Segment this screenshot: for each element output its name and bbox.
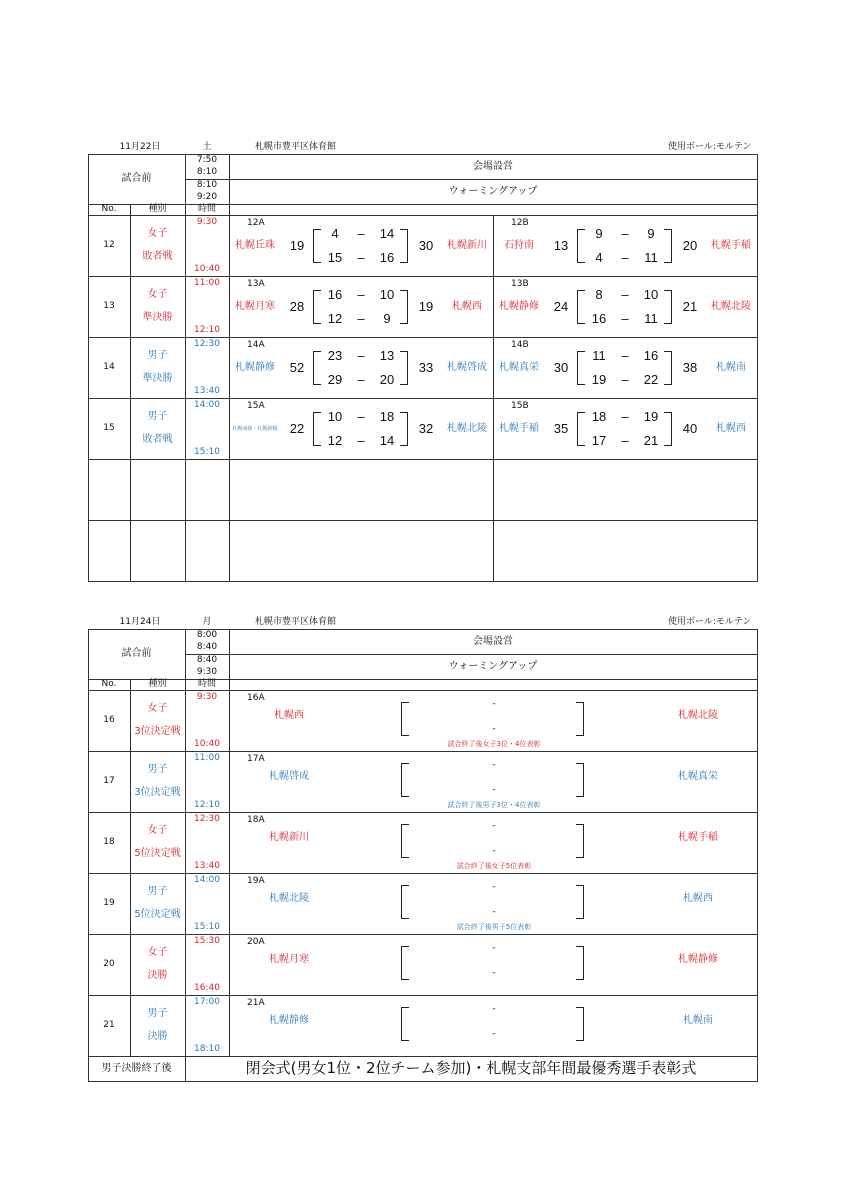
bracket-left [401,1007,409,1041]
score-dash: - [492,943,496,953]
header-kind: 種別 [148,204,167,214]
match-no: 13 [103,301,115,311]
score-b: 14 [379,226,395,241]
grid-line [88,215,758,216]
end-time: 13:40 [194,861,220,871]
bracket-right [576,702,584,736]
score-dash: - [492,1004,496,1014]
category-gender: 男子 [147,1008,168,1019]
grid-line [88,812,758,813]
category-gender: 女子 [147,947,168,958]
grid-line [88,337,758,338]
team-b: 札幌新川 [447,240,487,251]
score-a: 8 [595,287,603,302]
score-dash: – [621,348,629,363]
game-code: 15A [247,401,265,411]
pre-label: 試合前 [121,648,152,659]
score-dash: – [621,311,629,326]
score-a: 11 [592,348,606,363]
end-time: 12:10 [194,325,220,335]
bracket-left [313,351,321,385]
game-code: 12B [511,218,529,228]
pre-time-end: 8:10 [196,167,218,177]
category-round: 敗者戦 [142,251,173,262]
grid-line [88,629,89,1082]
game-code: 13A [247,279,265,289]
team-a-total: 13 [553,238,569,253]
team-a: 札幌西 [274,710,304,721]
score-b: 20 [379,372,395,387]
team-b: 札幌南 [683,1015,713,1026]
game-code: 14A [247,340,265,350]
score-b: 10 [643,287,659,302]
team-a: 石狩南 [504,240,534,251]
score-a: 16 [591,311,607,326]
bracket-right [400,351,408,385]
team-b-total: 20 [682,238,698,253]
team-b: 札幌北陵 [711,301,751,312]
start-time: 9:30 [196,217,218,227]
start-time: 11:00 [194,753,220,763]
score-dash: – [621,433,629,448]
end-time: 16:40 [194,983,220,993]
bracket-left [401,946,409,980]
score-dash: - [492,785,496,795]
bracket-left [401,885,409,919]
team-b-total: 21 [682,299,698,314]
score-b: 10 [379,287,395,302]
team-a: 札幌啓成 [269,771,309,782]
score-b: 9 [647,226,655,241]
score-dash: – [357,311,365,326]
score-dash: - [492,821,496,831]
team-b: 札幌北陵 [678,710,718,721]
score-a: 23 [327,348,343,363]
category-gender: 男子 [147,411,168,422]
category-gender: 男子 [147,350,168,361]
score-a: 19 [591,372,607,387]
team-a: 札幌北陵 [269,893,309,904]
team-a: 札幌月寒 [269,954,309,965]
pre-time-start: 8:40 [196,655,218,665]
start-time: 12:30 [194,814,220,824]
pre-time-start: 8:00 [196,630,218,640]
score-dash: - [492,907,496,917]
game-code: 12A [247,218,265,228]
team-b: 札幌手稲 [678,832,718,843]
category-round: 準決勝 [142,373,173,384]
grid-line [130,204,131,582]
header-no: No. [101,204,117,214]
category-round: 決勝 [147,1031,168,1042]
grid-line [88,459,758,460]
category-gender: 女子 [147,825,168,836]
score-a: 9 [595,226,603,241]
score-dash: – [357,250,365,265]
grid-line [88,581,758,582]
bracket-left [401,824,409,858]
end-time: 15:10 [194,447,220,457]
score-dash: – [357,409,365,424]
team-a: 札幌静修 [269,1015,309,1026]
score-dash: – [357,433,365,448]
team-b-total: 30 [418,238,434,253]
grid-line [88,154,758,155]
team-a: 札幌静修 [499,301,539,312]
venue: 札幌市豊平区体育館 [255,142,337,152]
category-round: 5位決定戦 [134,909,181,920]
score-dash: – [357,226,365,241]
score-dash: - [492,724,496,734]
score-dash: - [492,846,496,856]
header-kind: 種別 [148,679,167,689]
score-dash: – [621,409,629,424]
end-time: 12:10 [194,800,220,810]
start-time: 15:30 [194,936,220,946]
award-note: 試合終了後女子5位表彰 [456,862,532,870]
category-gender: 女子 [147,228,168,239]
pre-activity: 会場設営 [473,636,513,647]
score-b: 18 [379,409,395,424]
score-a: 4 [595,250,603,265]
start-time: 11:00 [194,278,220,288]
grid-line [88,398,758,399]
header-time: 時間 [197,204,216,214]
pre-label: 試合前 [121,173,152,184]
header-no: No. [101,679,117,689]
bracket-left [313,229,321,263]
score-dash: - [492,760,496,770]
match-no: 18 [103,837,115,847]
team-b: 札幌西 [452,301,482,312]
end-time: 10:40 [194,264,220,274]
pre-activity: 会場設営 [473,161,513,172]
team-b: 札幌西 [716,423,746,434]
score-a: 16 [327,287,343,302]
category-round: 5位決定戦 [134,848,181,859]
footer-ceremony: 閉会式(男女1位・2位チーム参加)・札幌支部年間最優秀選手表彰式 [245,1059,697,1077]
bracket-right [664,290,672,324]
bracket-right [576,1007,584,1041]
score-b: 21 [643,433,659,448]
team-a-total: 22 [289,421,305,436]
bracket-right [576,885,584,919]
category-gender: 男子 [147,764,168,775]
team-a-total: 24 [553,299,569,314]
bracket-left [313,290,321,324]
score-dash: – [621,287,629,302]
pre-time-start: 8:10 [196,180,218,190]
team-a-total: 35 [553,421,569,436]
grid-line [88,873,758,874]
weekday: 月 [202,617,212,627]
game-code: 16A [247,693,265,703]
team-b: 札幌南 [716,362,746,373]
end-time: 18:10 [194,1044,220,1054]
team-a: 札幌丘珠 [235,240,275,251]
bracket-left [577,412,585,446]
score-b: 9 [383,311,391,326]
game-code: 19A [247,876,265,886]
category-round: 準決勝 [142,312,173,323]
grid-line [493,215,494,582]
score-b: 22 [643,372,659,387]
bracket-right [400,229,408,263]
game-code: 18A [247,815,265,825]
team-a-total: 28 [289,299,305,314]
team-b: 札幌西 [683,893,713,904]
grid-line [88,1081,758,1082]
grid-line [88,690,758,691]
score-a: 12 [327,433,343,448]
start-time: 9:30 [196,692,218,702]
grid-line [88,934,758,935]
score-b: 16 [379,250,395,265]
score-a: 15 [327,250,343,265]
grid-line [88,751,758,752]
ball-info: 使用ボール:モルテン [668,617,752,627]
end-time: 13:40 [194,386,220,396]
bracket-right [400,412,408,446]
team-a-total: 30 [553,360,569,375]
game-code: 15B [511,401,529,411]
score-a: 29 [327,372,343,387]
award-note: 試合終了後男子3位・4位表彰 [447,801,541,809]
team-a-total: 52 [289,360,305,375]
grid-line [88,154,89,582]
match-no: 15 [103,423,115,433]
category-round: 敗者戦 [142,434,173,445]
award-note: 試合終了後男子5位表彰 [456,923,532,931]
team-a: 札幌手稲 [499,423,539,434]
grid-line [88,520,758,521]
grid-line [757,154,758,582]
score-dash: – [357,348,365,363]
start-time: 12:30 [194,339,220,349]
date: 11月24日 [119,617,161,627]
grid-line [185,179,758,180]
bracket-left [401,763,409,797]
bracket-right [576,824,584,858]
category-gender: 女子 [147,703,168,714]
grid-line [88,1056,758,1057]
score-b: 19 [643,409,659,424]
match-no: 14 [103,362,115,372]
score-dash: – [621,372,629,387]
score-dash: – [621,226,629,241]
grid-line [185,654,758,655]
match-no: 21 [103,1020,115,1030]
category-round: 3位決定戦 [134,726,181,737]
grid-line [185,154,186,582]
team-b: 札幌手稲 [711,240,751,251]
date: 11月22日 [119,142,161,152]
score-a: 12 [327,311,343,326]
pre-activity: ウォーミングアップ [448,661,538,672]
venue: 札幌市豊平区体育館 [255,617,337,627]
category-round: 3位決定戦 [134,787,181,798]
end-time: 15:10 [194,922,220,932]
team-a-total: 19 [289,238,305,253]
header-time: 時間 [197,679,216,689]
game-code: 14B [511,340,529,350]
weekday: 土 [202,142,212,152]
pre-time-end: 9:20 [196,192,218,202]
bracket-right [664,351,672,385]
match-no: 19 [103,898,115,908]
score-dash: – [357,287,365,302]
score-dash: – [357,372,365,387]
score-b: 14 [379,433,395,448]
grid-line [88,629,758,630]
score-a: 10 [327,409,343,424]
score-a: 4 [331,226,339,241]
bracket-right [400,290,408,324]
category-gender: 女子 [147,289,168,300]
team-b-total: 38 [682,360,698,375]
bracket-left [577,290,585,324]
team-b-total: 33 [418,360,434,375]
grid-line [757,629,758,1082]
bracket-left [577,351,585,385]
match-no: 20 [103,959,115,969]
match-no: 16 [103,715,115,725]
start-time: 14:00 [194,400,220,410]
pre-time-end: 8:40 [196,642,218,652]
team-b: 札幌真栄 [678,771,718,782]
game-code: 21A [247,998,265,1008]
pre-activity: ウォーミングアップ [448,186,538,197]
score-a: 17 [591,433,607,448]
bracket-left [401,702,409,736]
team-b: 札幌静修 [678,954,718,965]
team-b-total: 19 [418,299,434,314]
score-dash: - [492,882,496,892]
score-b: 11 [644,311,658,326]
match-no: 17 [103,776,115,786]
start-time: 17:00 [194,997,220,1007]
footer-label: 男子決勝終了後 [101,1063,172,1074]
score-dash: - [492,968,496,978]
game-code: 20A [247,937,265,947]
game-code: 17A [247,754,265,764]
score-dash: - [492,1029,496,1039]
score-b: 11 [644,250,658,265]
match-no: 12 [103,240,115,250]
pre-time-end: 9:30 [196,667,218,677]
grid-line [229,629,230,1057]
end-time: 10:40 [194,739,220,749]
bracket-left [313,412,321,446]
score-dash: – [621,250,629,265]
score-a: 18 [591,409,607,424]
team-a: 札幌月寒 [235,301,275,312]
category-round: 決勝 [147,970,168,981]
score-b: 16 [643,348,659,363]
category-gender: 男子 [147,886,168,897]
pre-time-start: 7:50 [196,155,218,165]
grid-line [88,276,758,277]
team-b-total: 32 [418,421,434,436]
team-b: 札幌北陵 [447,423,487,434]
bracket-right [664,229,672,263]
bracket-right [576,946,584,980]
bracket-right [664,412,672,446]
team-a: 札幌静修 [235,362,275,373]
bracket-right [576,763,584,797]
bracket-left [577,229,585,263]
team-a: 札幌真栄 [499,362,539,373]
team-b-total: 40 [682,421,698,436]
ball-info: 使用ボール:モルテン [668,142,752,152]
grid-line [88,995,758,996]
game-code: 13B [511,279,529,289]
team-a: 札幌南陵・札幌新陽 [232,426,278,432]
start-time: 14:00 [194,875,220,885]
team-a: 札幌新川 [269,832,309,843]
team-b: 札幌啓成 [447,362,487,373]
score-b: 13 [379,348,395,363]
score-dash: - [492,699,496,709]
award-note: 試合終了後女子3位・4位表彰 [447,740,541,748]
